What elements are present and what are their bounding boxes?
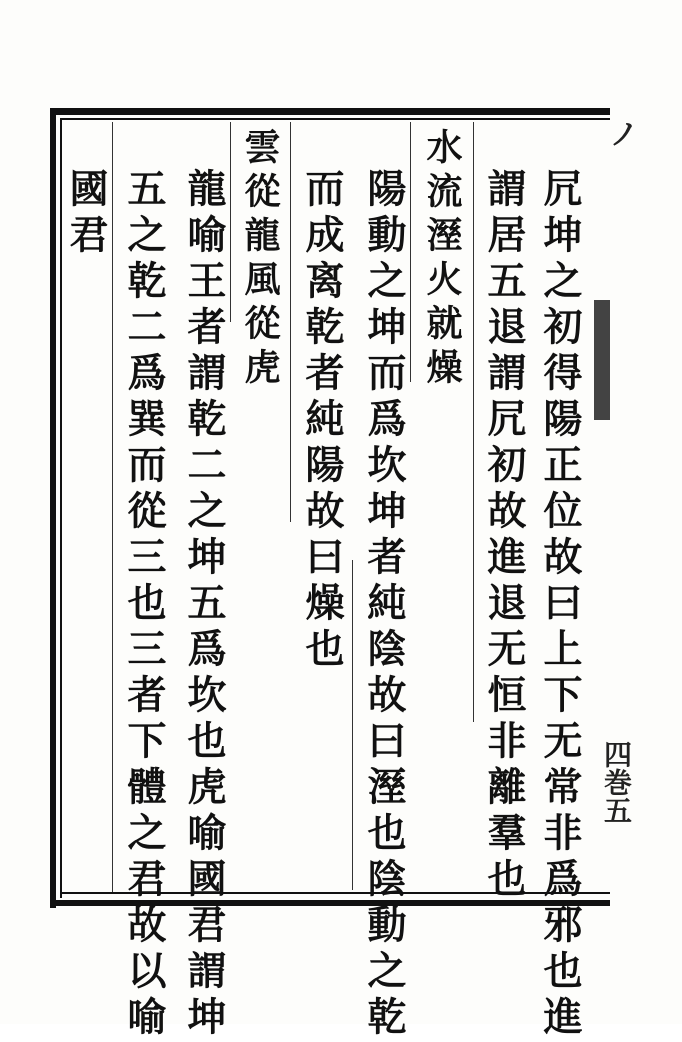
edge-fragment-top: ノ xyxy=(603,118,638,148)
text-column-7: 龍喻王者謂乾二之坤五爲坎也虎喻國君謂坤 xyxy=(181,168,227,1042)
frame-inner-left-border xyxy=(60,118,62,898)
edge-ink-blot xyxy=(594,300,610,420)
text-column-8: 五之乾二爲巽而從三也三者下體之君故以喻 xyxy=(121,168,167,1042)
edge-fragment-lower: 四巻五 xyxy=(600,740,633,824)
text-column-3-heading: 水流溼火就燥 xyxy=(421,128,463,392)
column-separator xyxy=(352,560,353,890)
column-separator xyxy=(473,122,474,722)
frame-left-border xyxy=(50,108,56,908)
column-separator xyxy=(290,122,291,522)
text-column-1: 凥坤之初得陽正位故曰上下无常非爲邪也進 xyxy=(537,168,583,1042)
column-separator xyxy=(410,122,411,382)
text-column-5: 而成离乾者純陽故曰燥也 xyxy=(299,168,345,674)
text-column-4: 陽動之坤而爲坎坤者純陰故曰溼也陰動之乾 xyxy=(361,168,407,1042)
column-separator xyxy=(230,122,231,322)
frame-inner-top-border xyxy=(60,118,610,120)
column-separator xyxy=(112,122,113,892)
text-column-9: 國君 xyxy=(63,168,109,260)
text-column-2: 謂居五退謂凥初故進退无恒非離羣也 xyxy=(481,168,527,904)
text-column-6-heading: 雲從龍風從虎 xyxy=(239,128,281,392)
frame-top-border xyxy=(50,108,610,115)
